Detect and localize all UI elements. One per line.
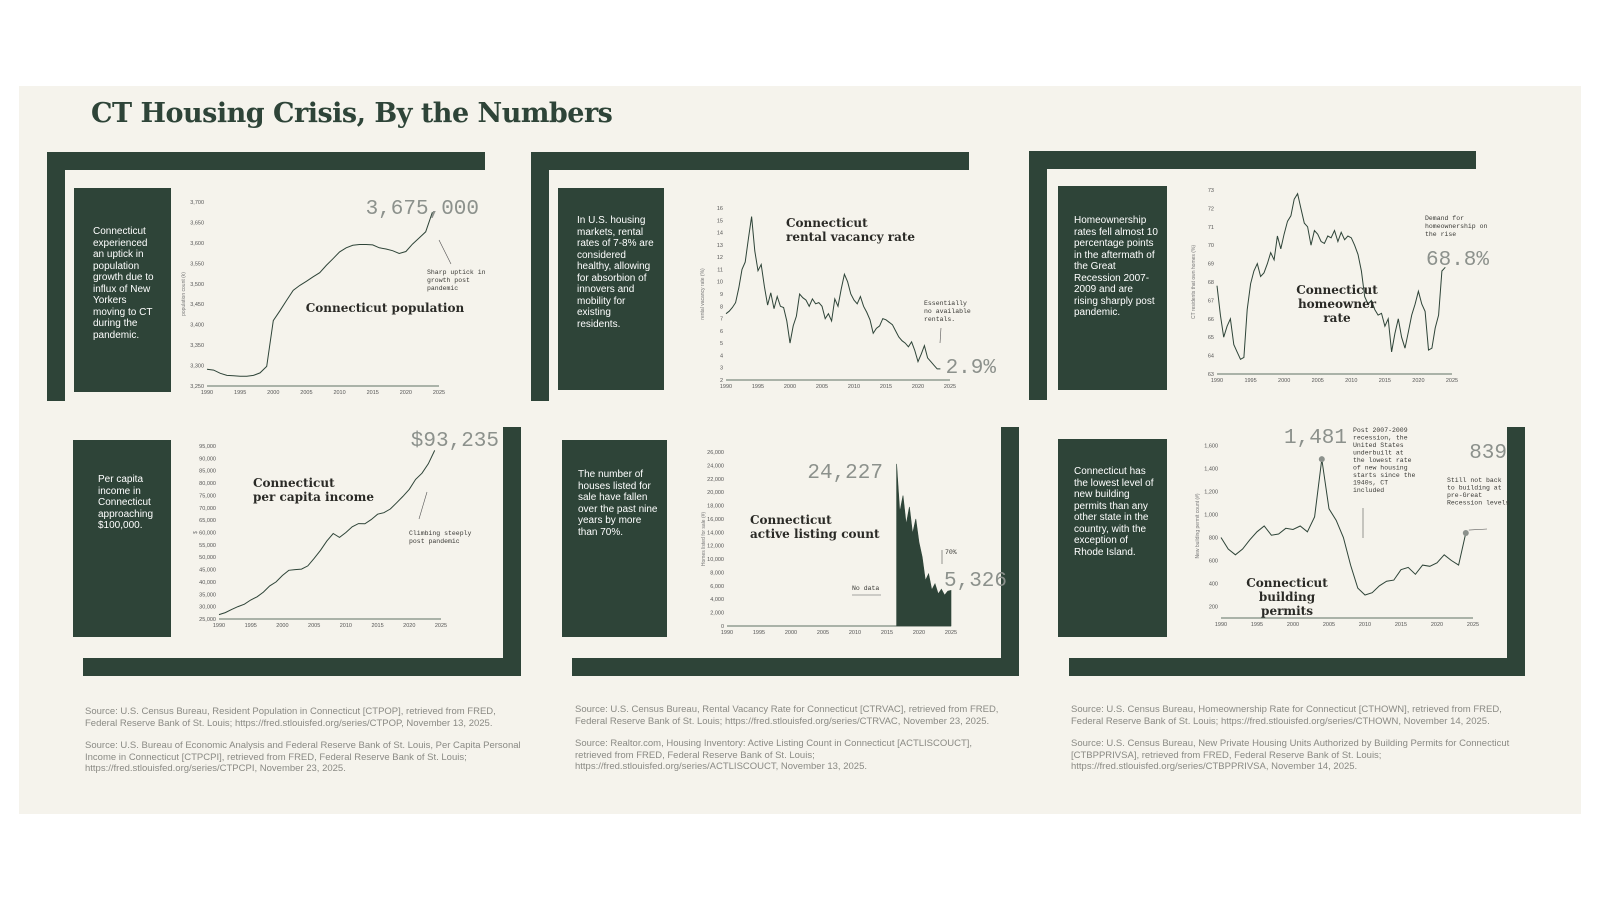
y-tick-label: 55,000 <box>199 542 216 549</box>
x-tick-label: 1990 <box>720 630 734 636</box>
y-tick-label: 20,000 <box>707 490 724 497</box>
note-text: Homeownership rates fell almost 10 percentage points in the aftermath of the Great Recession 2007-2009 and are rising sharply post pandemic. <box>1074 215 1158 318</box>
no-data-label: No data <box>852 585 880 592</box>
y-tick-label: 3,700 <box>190 200 204 206</box>
y-tick-label: 12,000 <box>707 543 724 550</box>
frame-bar <box>47 152 65 401</box>
y-tick-label: 14 <box>716 230 723 237</box>
y-tick-label: 10 <box>716 279 723 286</box>
chart-title: Connecticut active listing count <box>750 513 880 541</box>
y-tick-label: 15 <box>716 218 723 225</box>
chart-vacancy <box>674 198 996 398</box>
x-tick-label: 2005 <box>308 623 321 629</box>
y-tick-label: 65 <box>1207 335 1214 342</box>
y-axis-label: Homes listed for sale (#) <box>701 511 707 567</box>
frame-bar <box>83 658 521 676</box>
source-text: Source: U.S. Census Bureau, New Private Housing Units Authorized by Building Permits for Connecticut [CTBPPRIVSA], retrieved from FRED, Federal Reserve Bank of St. Louis; https://fred.stlouisfed.org/series/CTBPPRIVSA, November 14, 2025. <box>1071 738 1510 772</box>
y-tick-label: 30,000 <box>199 604 216 611</box>
x-tick-label: 2000 <box>1286 622 1300 628</box>
series-area <box>897 464 951 626</box>
y-tick-label: 60,000 <box>199 530 216 537</box>
chart-homeowner <box>1177 184 1489 394</box>
x-tick-label: 2025 <box>943 384 957 390</box>
y-tick-label: 12 <box>716 255 723 262</box>
annotation-text: Still not back to building at pre-Great Recession levels <box>1447 477 1510 507</box>
y-tick-label: 6 <box>719 328 723 335</box>
x-tick-label: 2025 <box>1466 622 1480 628</box>
x-tick-label: 2025 <box>432 390 446 396</box>
series-line <box>207 212 432 376</box>
x-tick-label: 1990 <box>719 384 733 390</box>
y-tick-label: 1,400 <box>1204 466 1218 473</box>
y-tick-label: 800 <box>1208 535 1218 542</box>
annotation-text: Essentially no available rentals. <box>924 300 971 323</box>
y-tick-label: 3,550 <box>190 261 204 268</box>
y-tick-label: 4 <box>719 353 723 360</box>
x-tick-label: 1995 <box>1244 378 1257 384</box>
x-tick-label: 2020 <box>1430 622 1444 628</box>
annotation-leader <box>1469 529 1487 530</box>
source-text: Source: U.S. Census Bureau, Homeownership Rate for Connecticut [CTHOWN], retrieved from FRED, Federal Reserve Bank of St. Louis; https://fred.stlouisfed.org/series/CTHOWN, November 14, 2025. <box>1071 704 1502 727</box>
x-tick-label: 1995 <box>752 630 766 636</box>
sources-col-1 <box>85 706 525 786</box>
y-axis-label: rental vacancy rate (%) <box>700 268 706 320</box>
x-tick-label: 2020 <box>912 630 926 636</box>
note-text: Connecticut experienced an uptick in population growth due to influx of New Yorkers moving to CT during the pandemic. <box>93 226 154 341</box>
x-tick-label: 2020 <box>911 384 925 390</box>
big-number: $93,235 <box>410 430 499 453</box>
chart-listings <box>675 444 1007 636</box>
x-tick-label: 2020 <box>403 623 416 629</box>
note-box <box>74 188 171 392</box>
y-tick-label: 85,000 <box>199 468 216 475</box>
y-tick-label: 80,000 <box>199 481 216 488</box>
y-tick-label: 3,500 <box>190 281 204 288</box>
source-text: Source: U.S. Census Bureau, Resident Population in Connecticut [CTPOP], retrieved from FRED, Federal Reserve Bank of St. Louis; https://fred.stlouisfed.org/series/CTPOP, November 13, 2025. <box>85 706 496 729</box>
chart-title: Connecticut population <box>305 301 465 315</box>
x-tick-label: 2015 <box>879 384 893 390</box>
x-tick-label: 2010 <box>848 630 862 636</box>
annotation-text: Post 2007-2009 recession, the United States underbuilt at the lowest rate of new housing starts since the 1940s, CT included <box>1353 427 1416 494</box>
big-number: 5,326 <box>943 570 1007 593</box>
y-tick-label: 26,000 <box>707 450 724 456</box>
x-tick-label: 1990 <box>1214 622 1228 628</box>
x-tick-label: 1990 <box>212 623 226 629</box>
note-box <box>1058 186 1167 390</box>
source-text: Source: Realtor.com, Housing Inventory: Active Listing Count in Connecticut [ACTLISCOUCT], retrieved from FRED, Federal Reserve Bank of St. Louis; https://fred.stlouisfed.org/series/ACTLISCOUCT, November 13, 2025. <box>575 738 973 772</box>
y-axis-label: New building permit count (#) <box>1195 493 1201 559</box>
x-tick-label: 2020 <box>399 390 412 396</box>
y-tick-label: 70 <box>1207 243 1214 250</box>
dashboard-canvas <box>19 86 1581 814</box>
big-number: 68.8% <box>1425 249 1489 272</box>
y-tick-label: 50,000 <box>199 555 216 562</box>
x-tick-label: 2010 <box>847 384 861 390</box>
sources-col-2 <box>575 704 1005 784</box>
y-tick-label: 3,350 <box>190 343 204 350</box>
x-tick-label: 1990 <box>1210 378 1224 384</box>
chart-title: Connecticut rental vacancy rate <box>786 216 916 244</box>
chart-title: Connecticut building permits <box>1246 576 1328 618</box>
chart-permits <box>1177 426 1510 636</box>
y-tick-label: 10,000 <box>707 557 724 564</box>
y-tick-label: 71 <box>1207 224 1214 231</box>
y-tick-label: 73 <box>1207 188 1214 194</box>
y-axis-label: $ <box>193 531 199 534</box>
y-tick-label: 3,450 <box>190 302 204 309</box>
x-tick-label: 2000 <box>1278 378 1291 384</box>
y-tick-label: 72 <box>1207 206 1214 213</box>
series-line <box>1221 459 1466 595</box>
x-tick-label: 2000 <box>267 390 280 396</box>
y-tick-label: 2 <box>719 378 723 384</box>
x-tick-label: 2015 <box>1394 622 1408 628</box>
x-tick-label: 2000 <box>783 384 797 390</box>
note-text: In U.S. housing markets, rental rates of 7-8% are considered healthy, allowing for absorbion of innovers and mobility for existing residents. <box>577 215 654 330</box>
x-tick-label: 2025 <box>944 630 958 636</box>
y-tick-label: 13 <box>716 242 723 249</box>
frame-bar <box>1001 427 1019 676</box>
y-tick-label: 3,650 <box>190 220 204 227</box>
y-tick-label: 18,000 <box>707 503 724 510</box>
y-axis-label: population count (k) <box>181 272 187 316</box>
x-tick-label: 2015 <box>371 623 384 629</box>
y-tick-label: 35,000 <box>199 592 216 599</box>
y-tick-label: 3,250 <box>190 384 204 390</box>
page-title: CT Housing Crisis, By the Numbers <box>91 98 613 129</box>
y-tick-label: 64 <box>1207 353 1214 360</box>
x-tick-label: 2020 <box>1412 378 1425 384</box>
y-tick-label: 8 <box>719 304 723 311</box>
y-tick-label: 4,000 <box>710 597 724 604</box>
x-tick-label: 2005 <box>816 630 830 636</box>
frame-bar <box>1029 151 1476 169</box>
x-tick-label: 2015 <box>880 630 894 636</box>
y-tick-label: 68 <box>1207 280 1214 286</box>
y-tick-label: 200 <box>1208 604 1218 611</box>
y-tick-label: 63 <box>1207 372 1214 378</box>
annotation-text: Sharp uptick in growth post pandemic <box>427 269 486 292</box>
y-tick-label: 70,000 <box>199 505 216 512</box>
y-tick-label: 95,000 <box>199 444 216 450</box>
chart-population <box>179 194 486 399</box>
big-number-peak: 1,481 <box>1283 427 1347 450</box>
y-tick-label: 66 <box>1207 316 1214 323</box>
note-box <box>1058 439 1167 637</box>
y-tick-label: 65,000 <box>199 518 216 525</box>
y-tick-label: 11 <box>717 267 723 274</box>
chart-title: Connecticut homeowner rate <box>1296 283 1378 325</box>
x-tick-label: 2010 <box>339 623 352 629</box>
x-tick-label: 1990 <box>200 390 214 396</box>
annotation-text: Climbing steeply post pandemic <box>409 530 472 545</box>
x-tick-label: 1995 <box>1250 622 1264 628</box>
note-text: Per capita income in Connecticut approaching $100,000. <box>98 474 154 531</box>
annotation-leader <box>419 492 427 519</box>
pct-label: 70% <box>945 549 957 556</box>
big-number: 839 <box>1469 442 1507 465</box>
annotation-leader <box>940 328 941 343</box>
x-tick-label: 1995 <box>244 623 257 629</box>
y-tick-label: 75,000 <box>199 493 216 500</box>
y-tick-label: 16,000 <box>707 516 724 523</box>
note-text: The number of houses listed for sale have fallen over the past nine years by more than 70%. <box>578 469 658 538</box>
y-tick-label: 3 <box>719 365 723 372</box>
y-tick-label: 69 <box>1207 261 1214 268</box>
y-tick-label: 1,200 <box>1204 489 1218 496</box>
series-line <box>1217 194 1445 360</box>
x-tick-label: 2010 <box>333 390 346 396</box>
big-number: 3,675,000 <box>365 198 479 221</box>
x-tick-label: 2025 <box>434 623 448 629</box>
x-tick-label: 2015 <box>366 390 379 396</box>
y-tick-label: 9 <box>719 292 723 298</box>
x-tick-label: 2025 <box>1445 378 1459 384</box>
frame-bar <box>531 152 969 170</box>
big-number-peak: 24,227 <box>807 462 883 485</box>
frame-bar <box>47 152 485 170</box>
y-tick-label: 25,000 <box>199 617 216 623</box>
x-tick-label: 2000 <box>276 623 289 629</box>
chart-income <box>179 426 499 636</box>
note-box <box>558 188 664 390</box>
annotation-leader <box>439 240 451 264</box>
x-tick-label: 2010 <box>1345 378 1358 384</box>
note-box <box>73 440 171 637</box>
annotation-text: Demand for homeownership on the rise <box>1425 215 1488 238</box>
y-tick-label: 3,600 <box>190 240 204 247</box>
chart-title: Connecticut per capita income <box>253 476 374 504</box>
x-tick-label: 2000 <box>784 630 798 636</box>
frame-bar <box>1069 658 1525 676</box>
y-tick-label: 400 <box>1208 581 1218 588</box>
y-tick-label: 3,400 <box>190 322 204 329</box>
y-tick-label: 45,000 <box>199 567 216 574</box>
x-tick-label: 2005 <box>815 384 829 390</box>
y-tick-label: 2,000 <box>710 610 724 617</box>
x-tick-label: 2015 <box>1378 378 1391 384</box>
y-tick-label: 67 <box>1207 298 1214 305</box>
y-tick-label: 24,000 <box>707 463 724 470</box>
source-text: Source: U.S. Bureau of Economic Analysis and Federal Reserve Bank of St. Louis, Per Capita Personal Income in Connecticut [CTPCPI], retrieved from FRED, Federal Reserve Bank of St. Louis; https://fred.stlouisfed.org/series/CTPCPI, November 23, 2025. <box>85 740 521 774</box>
y-tick-label: 90,000 <box>199 456 216 463</box>
x-tick-label: 1995 <box>751 384 765 390</box>
y-tick-label: 600 <box>1208 558 1218 565</box>
y-tick-label: 0 <box>720 624 724 630</box>
y-tick-label: 40,000 <box>199 579 216 586</box>
frame-bar <box>503 427 521 676</box>
frame-bar <box>531 152 549 401</box>
note-text: Connecticut has the lowest level of new building permits than any other state in the country, with the exception of Rhode Island. <box>1074 466 1154 558</box>
x-tick-label: 2010 <box>1358 622 1372 628</box>
big-number: 2.9% <box>945 357 996 380</box>
y-tick-label: 7 <box>719 316 723 323</box>
sources-col-3 <box>1071 704 1511 784</box>
source-text: Source: U.S. Census Bureau, Rental Vacancy Rate for Connecticut [CTRVAC], retrieved from FRED, Federal Reserve Bank of St. Louis; https://fred.stlouisfed.org/series/CTRVAC, November 23, 2025. <box>575 704 999 727</box>
y-axis-label: CT residents that own homes (%) <box>1191 244 1197 320</box>
y-tick-label: 16 <box>716 206 723 212</box>
frame-bar <box>572 658 1019 676</box>
y-tick-label: 14,000 <box>707 530 724 537</box>
x-tick-label: 2005 <box>1311 378 1324 384</box>
end-marker <box>1463 530 1469 536</box>
y-tick-label: 22,000 <box>707 476 724 483</box>
y-tick-label: 1,000 <box>1204 512 1218 519</box>
x-tick-label: 2005 <box>300 390 313 396</box>
frame-bar <box>1029 151 1047 400</box>
note-box <box>562 440 667 637</box>
x-tick-label: 1995 <box>234 390 247 396</box>
y-tick-label: 3,300 <box>190 363 204 370</box>
y-tick-label: 5 <box>719 341 723 348</box>
y-tick-label: 1,600 <box>1204 443 1218 450</box>
y-tick-label: 6,000 <box>710 583 724 590</box>
frame-bar <box>1507 427 1525 676</box>
y-tick-label: 8,000 <box>710 570 724 577</box>
x-tick-label: 2005 <box>1322 622 1336 628</box>
peak-marker <box>1319 456 1325 462</box>
